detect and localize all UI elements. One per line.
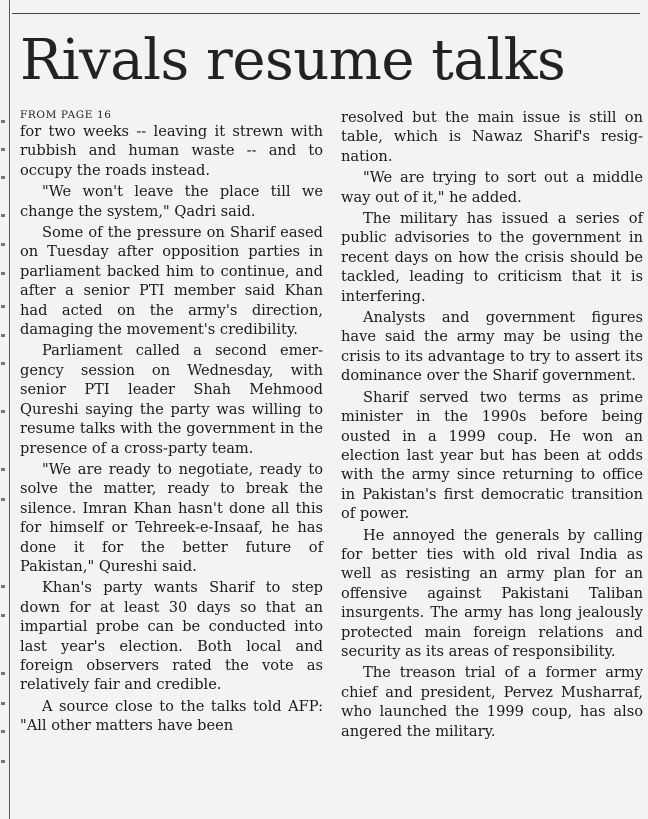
paragraph: Khan's party wants Sharif to step down for at least 30 days so that an impartial probe can be conducted into last year's election. Both local and foreign observers rated the vote as relatively fair and credible. <box>20 579 323 694</box>
paragraph: Analysts and government figures have said the army may be using the crisis to its advantage to try to assert its dominance over the Sharif government. <box>341 309 643 385</box>
paragraph: The military has issued a series of public advisories to the government in recent days on how the crisis should be tackled, leading to criticism that it is interfering. <box>341 210 643 305</box>
adjacent-column-edge <box>0 0 8 819</box>
paragraph: Some of the pressure on Sharif eased on Tuesday after opposition parties in parliament backed him to continue, and after a senior PTI member said Khan had acted on the army's direction, damaging the movement's credibility. <box>20 224 323 339</box>
top-rule <box>12 13 640 14</box>
headline: Rivals resume talks <box>20 28 566 93</box>
column-rule-left <box>9 0 10 819</box>
paragraph: "We are trying to sort out a middle way out of it," he added. <box>341 169 643 206</box>
paragraph: He annoyed the generals by calling for better ties with old rival India as well as resisting an army plan for an offensive against Pakistani Taliban insurgents. The army has long jealously protected main foreign relations and security as its areas of responsibility. <box>341 526 643 660</box>
article-column-right <box>341 108 643 743</box>
paragraph: for two weeks -- leaving it strewn with rubbish and human waste -- and to occupy the roads instead. <box>20 123 323 179</box>
article-column-left <box>20 106 323 738</box>
paragraph: The treason trial of a former army chief and president, Pervez Musharraf, who launched the 1999 coup, has also angered the military. <box>341 664 643 740</box>
dateline: FROM PAGE 16 <box>20 109 112 121</box>
paragraph: "We are ready to negotiate, ready to solve the matter, ready to break the silence. Imran Khan hasn't done all this for himself or Tehreek-e-Insaaf, he has done it for the better future of Pakistan," Qureshi said. <box>20 460 323 575</box>
paragraph: resolved but the main issue is still on table, which is Nawaz Sharif's resignation. <box>341 109 643 165</box>
paragraph: Parliament called a second emergency session on Wednesday, with senior PTI leader Shah Mehmood Qureshi saying the party was willing to resume talks with the government in the presence of a cross-party team. <box>20 342 323 457</box>
paragraph: Sharif served two terms as prime minister in the 1990s before being ousted in a 1999 coup. He won an election last year but has been at odds with the army since returning to office in Pakistan's first democratic transition of power. <box>341 388 643 523</box>
paragraph: A source close to the talks told AFP: "All other matters have been <box>20 697 323 735</box>
paragraph: "We won't leave the place till we change the system," Qadri said. <box>20 183 323 220</box>
